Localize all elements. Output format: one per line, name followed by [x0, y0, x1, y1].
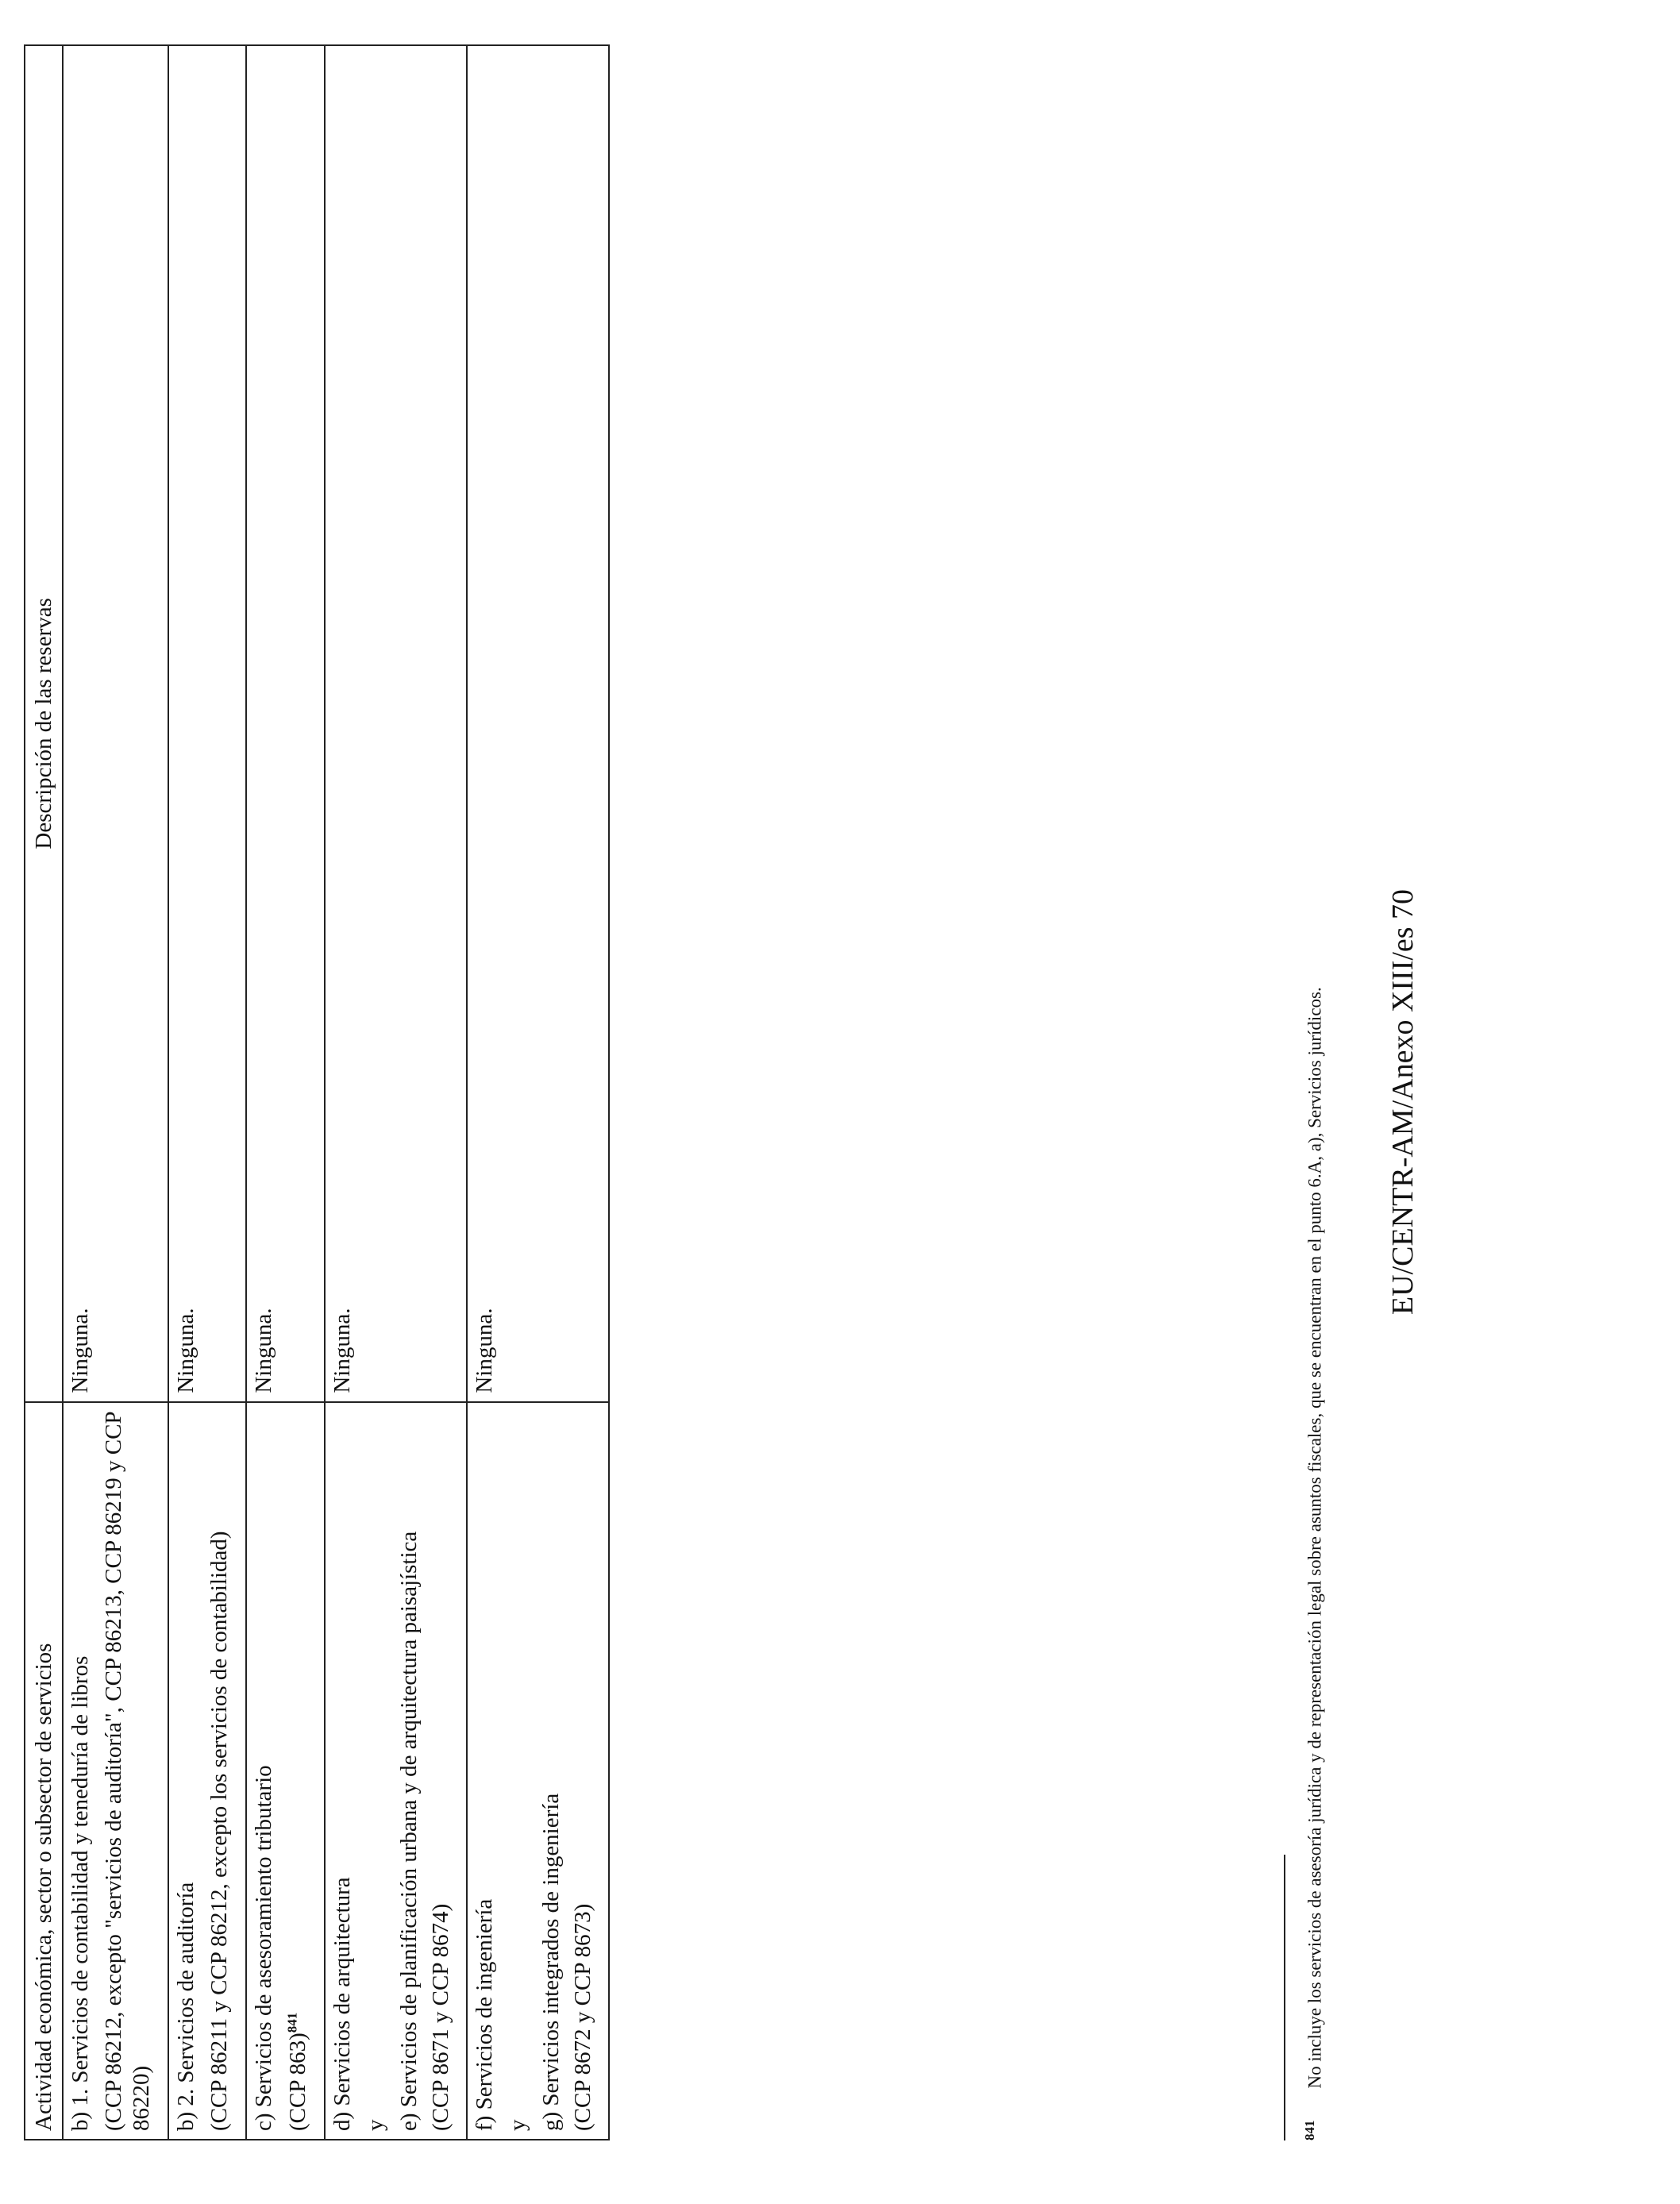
reserva-cell: Ninguna.: [168, 45, 246, 1402]
footnote-number: 841: [1302, 2120, 1317, 2140]
sector-cell: [467, 1402, 609, 2140]
sector-line: (CCP 86212, excepto "servicios de auditoría", CCP 86213, CCP 86219 y CCP 86220): [101, 1412, 154, 2131]
sector-line: (CCP 8671 y CCP 8674): [428, 1903, 454, 2131]
reserva-cell: Ninguna.: [467, 45, 609, 1402]
table-row: [246, 45, 324, 2140]
header-sector: Actividad económica, sector o subsector de servicios: [25, 1402, 63, 2140]
table-row: [168, 45, 246, 2140]
sector-line: b) 2. Servicios de auditoría: [172, 1882, 198, 2131]
footnote-ref[interactable]: 841: [283, 2012, 299, 2033]
reserva-cell: Ninguna.: [325, 45, 467, 1402]
sector-line: f) Servicios de ingeniería: [471, 1898, 497, 2131]
header-reservas: Descripción de las reservas: [25, 45, 63, 1402]
sector-line: c) Servicios de asesoramiento tributario: [251, 1765, 277, 2131]
sector-line: (CCP 863): [284, 2033, 310, 2131]
sector-line: g) Servicios integrados de ingeniería: [538, 1793, 564, 2131]
table-header-row: [25, 45, 63, 2140]
sector-line: (CCP 86211 y CCP 86212, excepto los servicios de contabilidad): [206, 1531, 233, 2131]
reserva-cell: Ninguna.: [63, 45, 168, 1402]
sector-line: (CCP 8672 y CCP 8673): [570, 1903, 596, 2131]
sector-line: y: [362, 2119, 388, 2131]
reservations-table: [24, 44, 610, 2140]
sector-cell: [246, 1402, 324, 2140]
footnote: [1302, 314, 1326, 2140]
table-row: [63, 45, 168, 2140]
sector-line: d) Servicios de arquitectura: [329, 1877, 355, 2131]
footnote-divider: [1284, 1855, 1285, 2140]
sector-cell: [63, 1402, 168, 2140]
sector-cell: [168, 1402, 246, 2140]
reserva-cell: Ninguna.: [246, 45, 324, 1402]
sector-cell: [325, 1402, 467, 2140]
table-row: [325, 45, 467, 2140]
sector-line: b) 1. Servicios de contabilidad y teneduría de libros: [67, 1655, 94, 2131]
footnote-text: No incluye los servicios de asesoría jurídica y de representación legal sobre asuntos fiscales, que se encuentran en el punto 6.A, a), Servicios jurídicos.: [1304, 987, 1325, 2089]
sector-line: y: [504, 2119, 530, 2131]
sector-line: e) Servicios de planificación urbana y de arquitectura paisajística: [396, 1531, 422, 2131]
page-reference: EU/CENTR-AM/Anexo XIII/es 70: [1386, 888, 1420, 1316]
table-row: [467, 45, 609, 2140]
